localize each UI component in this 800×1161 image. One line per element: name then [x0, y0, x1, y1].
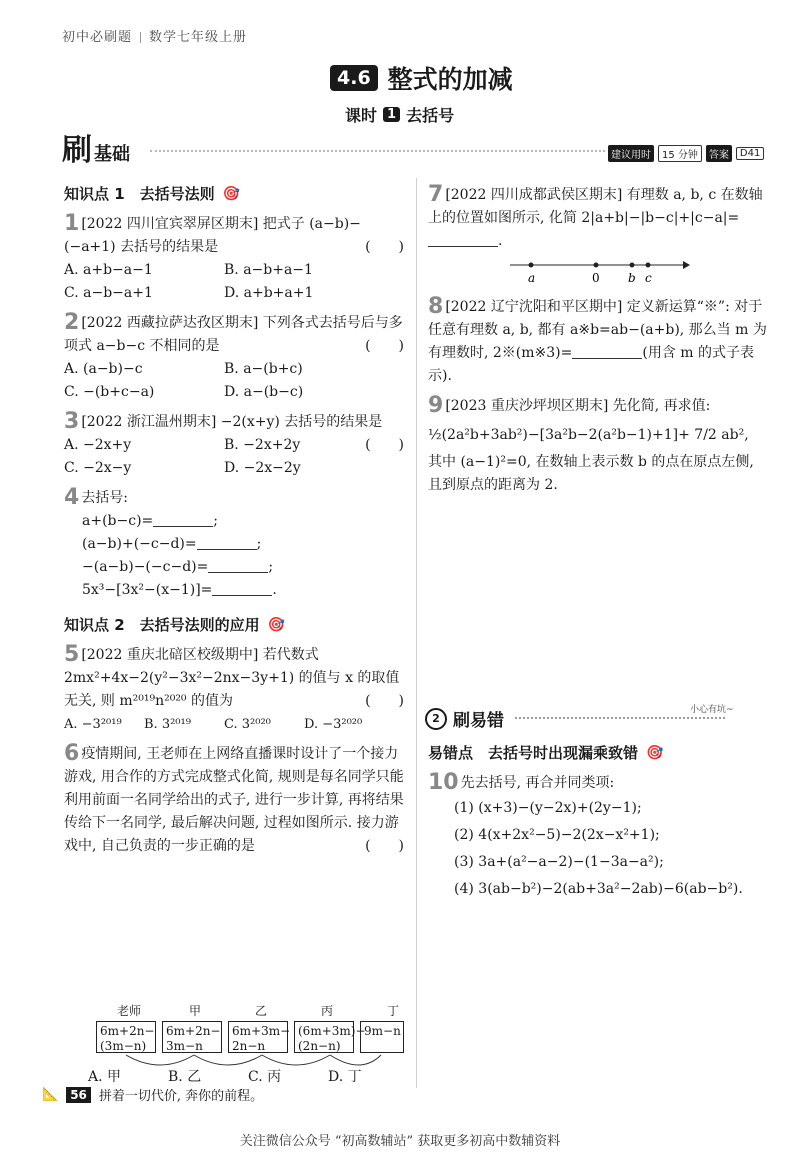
q5-option-b[interactable]: B. 3²⁰¹⁹: [144, 717, 191, 732]
q10-text: 先去括号, 再合并同类项:: [460, 775, 615, 791]
relay-box-text: 6m+3m−: [232, 1024, 291, 1038]
relay-name-yi: 乙: [254, 1004, 267, 1018]
pitfall-text: 小心有坑~: [690, 705, 734, 715]
section-title: [330, 60, 513, 96]
q4-blank-3[interactable]: [208, 558, 268, 573]
q6-option-d[interactable]: D. 丁: [328, 1069, 362, 1085]
q3-option-d[interactable]: D. −2x−2y: [224, 460, 301, 476]
relay-box-text: (2n−n): [298, 1039, 341, 1053]
question-9: [428, 394, 768, 497]
relay-box-text: 2n−n: [232, 1039, 266, 1053]
q9-expression: ½(2a²b+3ab²)−[3a²b−2(a²b−1)+1]+ 7/2 ab²,: [428, 427, 749, 443]
right-column: [428, 183, 768, 497]
section-heading: 整式的加减: [387, 65, 513, 94]
question-1: [64, 212, 404, 305]
axis-label-zero: 0: [592, 271, 600, 285]
q2-option-c[interactable]: C. −(b+c−a): [64, 384, 155, 400]
q6-answer-blank[interactable]: ( ): [365, 838, 404, 854]
q3-number: 3: [64, 409, 80, 434]
error-banner-title: 刷易错: [453, 711, 504, 731]
q4-text: 去括号:: [81, 490, 129, 506]
q1-text: [2022 四川宜宾翠屏区期末] 把式子 (a−b)−(−a+1) 去括号的结果是: [64, 216, 361, 255]
q5-answer-blank[interactable]: ( ): [365, 693, 404, 709]
relay-box-text: 6m+2n−: [100, 1024, 155, 1038]
q4-line-2: (a−b)+(−c−d)=: [82, 536, 197, 552]
q4-lines: a+(b−c)= ; (a−b)+(−c−d)= ; −(a−b)−(−c−d)= ; 5x³−[3x²−(x−1)]= .: [82, 513, 277, 598]
q4-line-3: −(a−b)−(−c−d)=: [82, 559, 209, 575]
q6-option-a[interactable]: A. 甲: [88, 1069, 122, 1085]
q3-options: [64, 434, 365, 480]
q5-option-d[interactable]: D. −3²⁰²⁰: [304, 717, 363, 732]
question-6: [64, 742, 404, 858]
q2-option-b[interactable]: B. a−(b+c): [224, 361, 303, 377]
q5-text: [2022 重庆北碚区校级期中] 若代数式 2mx²+4x−2(y²−3x²−2nx−3y+1) 的值与 x 的取值无关, 则 m²⁰¹⁹n²⁰²⁰ 的值为: [64, 647, 400, 709]
banner-divider: [150, 150, 605, 152]
q2-number: 2: [64, 310, 80, 335]
q3-text: [2022 浙江温州期末] −2(x+y) 去括号的结果是: [81, 414, 383, 430]
q7-blank[interactable]: [428, 232, 498, 247]
q10-items: [428, 795, 773, 903]
q8-tail: (用含 m 的式子表示).: [428, 345, 755, 384]
relay-box-yi: [228, 1021, 291, 1053]
relay-box-text: 6m+2n−: [166, 1024, 221, 1038]
time-value: 15 分钟: [658, 145, 702, 162]
q8-blank[interactable]: [572, 344, 642, 359]
left-column: [64, 183, 404, 858]
page-footer: [42, 1085, 263, 1104]
q4-line-1: a+(b−c)=: [82, 513, 154, 529]
relay-box-ding: [360, 1021, 404, 1053]
answer-label: 答案: [706, 145, 732, 162]
relay-box-jia: [162, 1021, 222, 1053]
q4-line-4: 5x³−[3x²−(x−1)]=: [82, 582, 213, 598]
kp1-title: 知识点 1 去括号法则: [64, 185, 215, 203]
q6-option-b[interactable]: B. 乙: [168, 1069, 202, 1085]
q2-answer-blank[interactable]: ( ): [365, 338, 404, 354]
book-header: [62, 26, 247, 45]
q10-item-2: (2) 4(x+2x²−5)−2(2x−x²+1);: [454, 827, 660, 843]
target-icon: 🎯: [646, 744, 664, 761]
q10-item-1: (1) (x+3)−(y−2x)+(2y−1);: [454, 800, 642, 816]
lesson-number: 1: [383, 107, 400, 122]
relay-box-text: (3m−n): [100, 1039, 147, 1053]
question-4: [64, 486, 404, 602]
q3-option-a[interactable]: A. −2x+y: [64, 437, 132, 453]
q8-text: [2022 辽宁沈阳和平区期中] 定义新运算“※”: 对于任意有理数 a, b, 都有 a※b=ab−(a+b), 那么当 m 为有理数时, 2※(m※3)=: [428, 299, 767, 361]
q3-option-c[interactable]: C. −2x−y: [64, 460, 132, 476]
q6-number: 6: [64, 741, 80, 766]
error-badge: 2: [425, 708, 447, 730]
shua-glyph: 刷: [62, 133, 92, 168]
q6-option-c[interactable]: C. 丙: [248, 1069, 282, 1085]
q8-number: 8: [428, 294, 444, 319]
q10-item-4: (4) 3(ab−b²)−2(ab+3a²−2ab)−6(ab−b²).: [454, 881, 743, 897]
relay-name-ding: 丁: [386, 1004, 399, 1018]
q1-option-a[interactable]: A. a+b−a−1: [64, 262, 153, 278]
q2-text: [2022 西藏拉萨达孜区期末] 下列各式去括号后与多项式 a−b−c 不相同的是: [64, 315, 403, 354]
time-label: 建议用时: [608, 145, 654, 162]
basic-banner: [62, 133, 130, 168]
question-3: [64, 410, 404, 480]
q3-option-b[interactable]: B. −2x+2y: [224, 437, 301, 453]
relay-box-text: 3m−n: [166, 1039, 203, 1053]
q1-number: 1: [64, 211, 80, 236]
question-5: [64, 643, 404, 736]
question-7: 7 [2022 四川成都武侯区期末] 有理数 a, b, c 在数轴上的位置如图所示, 化简 2|a+b|−|b−c|+|c−a|=.: [428, 182, 763, 249]
q1-answer-blank[interactable]: ( ): [365, 239, 404, 255]
target-icon: 🎯: [267, 616, 286, 633]
lesson-title: [345, 103, 454, 126]
relay-box-text: 9m−n: [364, 1024, 401, 1038]
q5-options: [64, 713, 404, 736]
q9-text: [2023 重庆沙坪坝区期末] 先化简, 再求值:: [445, 398, 711, 414]
wechat-note: 关注微信公众号 “初高数辅站” 获取更多初高中数辅资料: [239, 1134, 561, 1149]
knowledge-point-2: [64, 614, 404, 635]
relay-names: [96, 1002, 426, 1019]
q7-text: [2022 四川成都武侯区期末] 有理数 a, b, c 在数轴上的位置如图所示, 化简 2|a+b|−|b−c|+|c−a|=: [428, 187, 763, 226]
page-number: 56: [66, 1087, 91, 1103]
q10-item-3: (3) 3a+(a²−a−2)−(1−3a−a²);: [454, 854, 664, 870]
q5-option-c[interactable]: C. 3²⁰²⁰: [224, 717, 271, 732]
footer-motto: 拼着一切代价, 奔你的前程。: [98, 1089, 264, 1104]
book-name: 数学七年级上册: [149, 30, 248, 45]
q3-answer-blank[interactable]: ( ): [365, 437, 404, 453]
q4-blank-1[interactable]: [153, 512, 213, 527]
relay-name-teacher: 老师: [116, 1004, 141, 1018]
q9-number: 9: [428, 393, 444, 418]
q7-number: 7: [428, 182, 444, 207]
axis-label-a: a: [528, 271, 536, 285]
q5-number: 5: [64, 642, 80, 667]
error-section: [428, 742, 773, 903]
target-icon: 🎯: [222, 185, 241, 202]
kp2-title: 知识点 2 去括号法则的应用: [64, 616, 260, 634]
time-info: [608, 145, 764, 162]
q10-number: 10: [428, 770, 459, 795]
section-number: 4.6: [330, 65, 378, 91]
question-8: [428, 295, 768, 388]
q2-option-a[interactable]: A. (a−b)−c: [64, 361, 143, 377]
knowledge-point-1: [64, 183, 404, 204]
q2-options: [64, 358, 404, 404]
q9-condition: 其中 (a−1)²=0, 在数轴上表示数 b 的点在原点左侧, 且到原点的距离为 2.: [428, 454, 754, 493]
column-divider: [416, 178, 417, 1088]
compass-icon: 📐: [42, 1087, 59, 1102]
relay-box-teacher: [96, 1021, 156, 1053]
basic-label: 基础: [94, 144, 130, 165]
axis-label-b: b: [628, 271, 636, 285]
q2-option-d[interactable]: D. a−(b−c): [224, 384, 304, 400]
q4-blank-2[interactable]: [197, 535, 257, 550]
series-name: 初中必刷题: [62, 30, 133, 45]
q4-number: 4: [64, 485, 80, 510]
error-point-title: 易错点 去括号时出现漏乘致错: [428, 744, 639, 762]
q5-option-a[interactable]: A. −3²⁰¹⁹: [64, 717, 122, 732]
pitfall-mark: [690, 702, 734, 715]
answer-page: D41: [736, 147, 764, 160]
q1-option-c[interactable]: C. a−b−a+1: [64, 285, 153, 301]
relay-box-text: (6m+3m)−: [298, 1024, 366, 1038]
relay-name-bing: 丙: [320, 1004, 333, 1018]
q1-options: [64, 259, 404, 305]
q4-blank-4[interactable]: [212, 581, 272, 596]
axis-label-c: c: [645, 271, 652, 285]
number-line: [428, 255, 768, 285]
relay-name-jia: 甲: [188, 1004, 201, 1018]
question-10: [428, 771, 773, 903]
error-banner-divider: [515, 717, 725, 719]
relay-boxes: [96, 1021, 426, 1053]
lesson-label: 课时: [345, 106, 378, 125]
q1-option-b[interactable]: B. a−b+a−1: [224, 262, 313, 278]
question-2: [64, 311, 404, 404]
error-banner: [425, 706, 504, 731]
q6-text: 疫情期间, 王老师在上网络直播课时设计了一个接力游戏, 用合作的方式完成整式化简, 规则是每名同学只能利用前面一名同学给出的式子, 进行一步计算, 再将结果传给下一名同学, 最后解决问题, 过程如图所示. 接力游戏中, 自己负责的一步正确的是: [64, 746, 404, 854]
lesson-heading: 去括号: [406, 106, 455, 125]
q1-option-d[interactable]: D. a+b+a+1: [224, 285, 314, 301]
relay-box-bing: [294, 1021, 366, 1053]
error-point: [428, 742, 773, 763]
